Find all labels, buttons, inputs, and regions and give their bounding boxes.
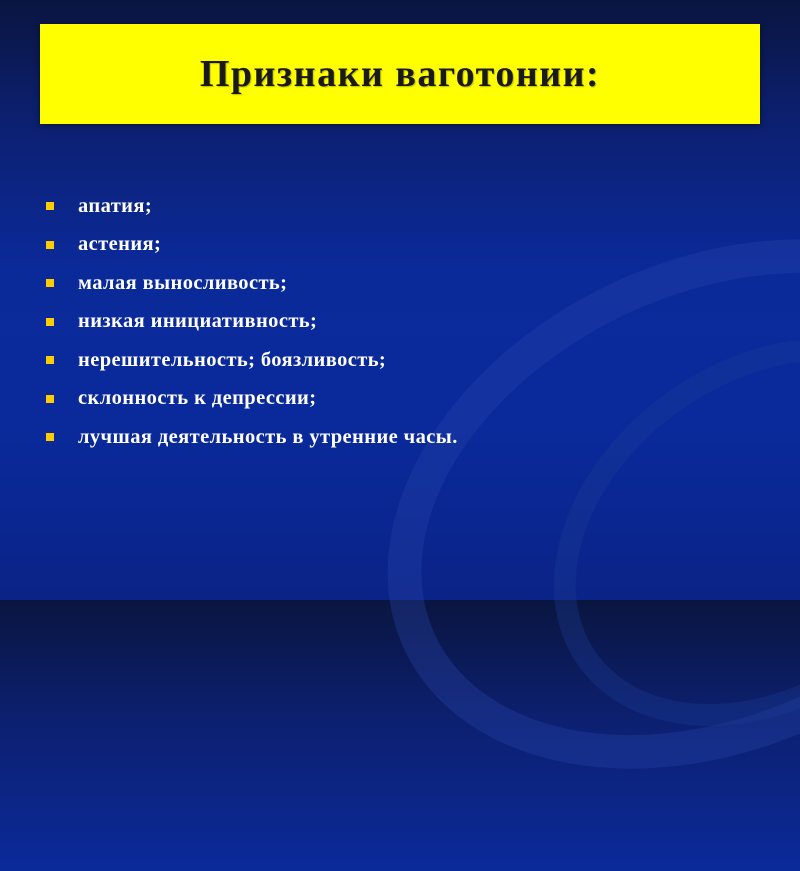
list-item xyxy=(46,341,458,380)
square-bullet-icon xyxy=(46,279,54,287)
list-item xyxy=(46,418,458,457)
square-bullet-icon xyxy=(46,202,54,210)
bullet-text: лучшая деятельность в утренние часы. xyxy=(78,425,458,448)
list-item xyxy=(46,226,458,265)
slide-title: Признаки ваготонии: xyxy=(199,53,601,95)
square-bullet-icon xyxy=(46,433,54,441)
list-item xyxy=(46,187,458,226)
bullet-text: малая выносливость; xyxy=(78,271,288,294)
background-swoosh xyxy=(479,258,800,806)
bullet-text: склонность к депрессии; xyxy=(78,387,317,410)
square-bullet-icon xyxy=(46,318,54,326)
list-item xyxy=(46,380,458,419)
bullet-text: нерешительность; боязливость; xyxy=(78,348,387,371)
square-bullet-icon xyxy=(46,241,54,249)
bullet-text: апатия; xyxy=(78,194,153,217)
title-banner xyxy=(40,24,760,124)
list-item xyxy=(46,264,458,303)
bullet-text: астения; xyxy=(78,233,162,256)
square-bullet-icon xyxy=(46,356,54,364)
square-bullet-icon xyxy=(46,395,54,403)
bullet-text: низкая инициативность; xyxy=(78,310,318,333)
list-item xyxy=(46,303,458,342)
bullet-list xyxy=(46,187,458,457)
